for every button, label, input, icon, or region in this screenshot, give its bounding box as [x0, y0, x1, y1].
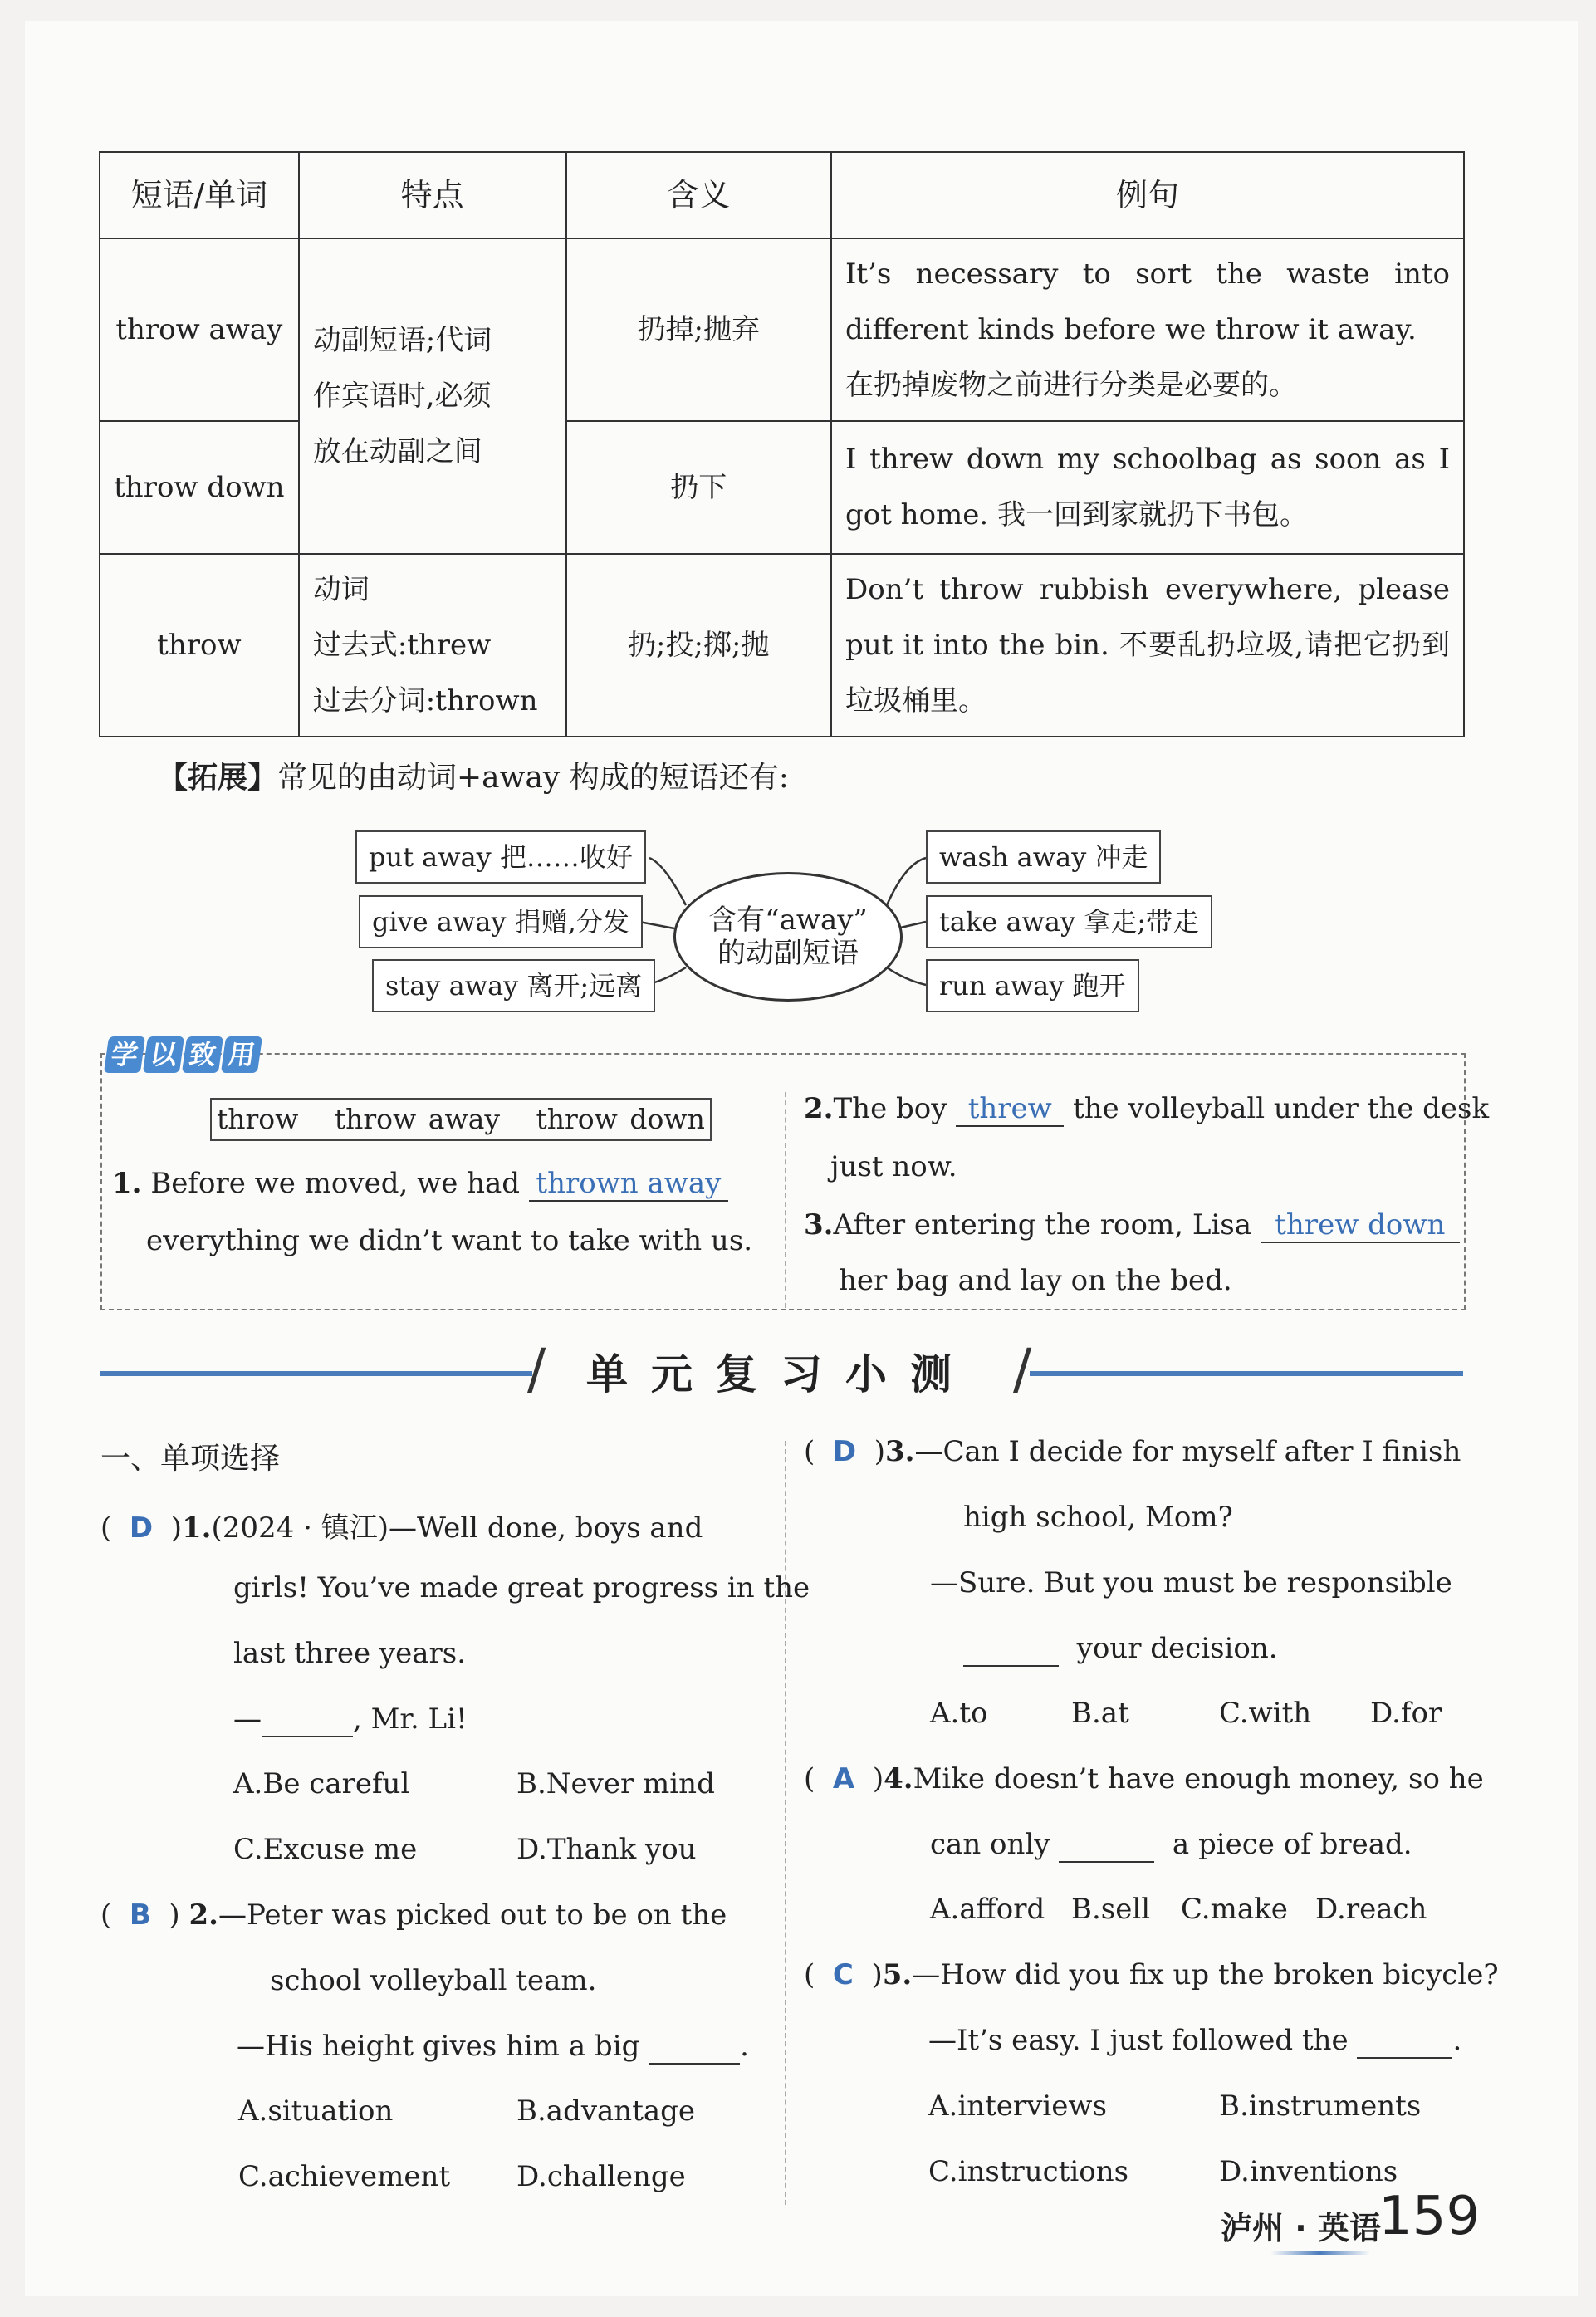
- option: A.interviews: [928, 2089, 1107, 2123]
- word-bank: throw throw away throw down: [210, 1098, 712, 1141]
- question-text: just now.: [830, 1150, 957, 1183]
- mind-map-left-item: give away 捐赠,分发: [359, 895, 643, 948]
- question-text: —Sure. But you must be responsible: [930, 1566, 1452, 1599]
- option: A.situation: [238, 2094, 394, 2128]
- question-text: high school, Mom?: [963, 1501, 1233, 1534]
- connector-line: [887, 967, 926, 985]
- option: B.at: [1071, 1697, 1129, 1730]
- question-text: , Mr. Li!: [353, 1702, 468, 1736]
- mind-map-left-item: stay away 离开;远离: [372, 959, 655, 1012]
- mc-q2-line1: ( B ) 2.—Peter was picked out to be on the: [100, 1898, 727, 1932]
- mind-map-right-item: take away 拿走;带走: [926, 895, 1212, 948]
- section-slash-left: /: [527, 1337, 546, 1401]
- question-number: 1.: [182, 1511, 212, 1545]
- question-number: 3.: [804, 1208, 834, 1242]
- option: B.sell: [1071, 1893, 1151, 1926]
- example-en: It’s necessary to sort the waste into different kinds before we throw it away.: [845, 257, 1450, 346]
- answer-blank: thrown away: [529, 1167, 728, 1202]
- question-text: —His height gives him a big: [237, 2030, 640, 2063]
- question-text: (2024 · 镇江)—Well done, boys and: [211, 1511, 703, 1545]
- blank: [1059, 1828, 1154, 1863]
- question-text: girls! You’ve made great progress in the: [233, 1571, 810, 1604]
- answer-letter: D: [129, 1511, 154, 1545]
- option: C.Excuse me: [233, 1833, 418, 1866]
- option: A.afford: [930, 1893, 1045, 1926]
- badge-char: 以: [143, 1036, 184, 1073]
- table-cell-word: throw away: [100, 238, 299, 421]
- question-text: her bag and lay on the bed.: [839, 1264, 1232, 1297]
- question-text: a piece of bread.: [1172, 1828, 1412, 1861]
- column-divider: [785, 1092, 786, 1308]
- question-text: After entering the room, Lisa: [833, 1208, 1251, 1242]
- page-number: 159: [1378, 2186, 1481, 2247]
- question-text: The boy: [833, 1092, 947, 1125]
- option: C.instructions: [928, 2155, 1129, 2188]
- question-text: —Peter was picked out to be on the: [218, 1898, 727, 1932]
- table-header: 含义: [566, 152, 831, 238]
- blank: [963, 1632, 1059, 1667]
- answer-blank: threw: [956, 1092, 1064, 1127]
- option: C.achievement: [238, 2160, 451, 2193]
- blank: [262, 1702, 353, 1737]
- question-number: 2.: [188, 1898, 218, 1932]
- table-cell-word: throw: [100, 554, 299, 737]
- section-slash-right: /: [1013, 1337, 1032, 1401]
- question-text: —Can I decide for myself after I finish: [914, 1435, 1461, 1468]
- table-cell-example: Don’t throw rubbish everywhere, please put it into the bin. 不要乱扔垃圾,请把它扔到垃圾桶里。: [831, 554, 1464, 737]
- extension-tag: 【拓展】: [158, 761, 278, 795]
- option: B.instruments: [1219, 2089, 1422, 2123]
- mind-map-center-line: 的动副短语: [717, 937, 859, 970]
- option: D.for: [1370, 1697, 1442, 1730]
- mc-q5-line2: —It’s easy. I just followed the .: [928, 2024, 1462, 2057]
- answer-letter: B: [129, 1898, 151, 1932]
- mc-q4-line2: [930, 1828, 1412, 1863]
- part-heading: 一、单项选择: [100, 1442, 281, 1476]
- section-rule-right: [1030, 1371, 1463, 1376]
- badge-char: 学: [104, 1036, 145, 1073]
- question-text: —It’s easy. I just followed the: [928, 2024, 1349, 2057]
- badge-char: 用: [221, 1036, 262, 1073]
- feature-line: 动副短语;代词: [312, 323, 492, 357]
- example-zh: 在扔掉废物之前进行分类是必要的。: [845, 368, 1297, 402]
- mc-q3-tail: [963, 1632, 1278, 1667]
- apply-badge: [106, 1036, 260, 1076]
- question-text: —How did you fix up the broken bicycle?: [912, 1958, 1499, 1991]
- question-text: can only: [930, 1828, 1050, 1861]
- table-cell-meaning: 扔下: [566, 421, 831, 554]
- blank: [649, 2030, 740, 2065]
- answer-letter: C: [832, 1958, 854, 1991]
- blank: [1357, 2024, 1452, 2059]
- question-text: Mike doesn’t have enough money, so he: [913, 1762, 1484, 1795]
- feature-line: 过去分词:thrown: [312, 683, 538, 718]
- table-cell-example: I threw down my schoolbag as soon as I got home. 我一回到家就扔下书包。: [831, 421, 1464, 554]
- option: C.make: [1181, 1893, 1288, 1926]
- apply-q1-line1: [112, 1167, 728, 1202]
- section-title: 单元复习小测: [586, 1350, 975, 1399]
- table-header: 特点: [299, 152, 566, 238]
- option: D.Thank you: [516, 1833, 697, 1866]
- mind-map-right-item: run away 跑开: [926, 959, 1139, 1012]
- option: C.with: [1219, 1697, 1312, 1730]
- footer-rule: [1270, 2251, 1370, 2255]
- connector-line: [887, 858, 926, 905]
- mc-q5-line1: ( C )5.—How did you fix up the broken bicycle?: [804, 1958, 1499, 1991]
- extension-text: 常见的由动词+away 构成的短语还有:: [277, 761, 789, 795]
- option: D.challenge: [516, 2160, 686, 2193]
- feature-line: 作宾语时,必须: [312, 379, 492, 413]
- question-text: Before we moved, we had: [150, 1167, 521, 1200]
- table-cell-meaning: 扔掉;抛弃: [566, 238, 831, 421]
- section-rule-left: [100, 1371, 532, 1376]
- mc-q4-line1: ( A )4.Mike doesn’t have enough money, so he: [804, 1762, 1484, 1795]
- badge-char: 致: [182, 1036, 223, 1073]
- feature-line: 动词: [312, 572, 370, 606]
- mind-map-center: [673, 872, 903, 1002]
- option: A.to: [930, 1697, 988, 1730]
- question-text: school volleyball team.: [270, 1964, 597, 1997]
- question-text: the volleyball under the desk: [1073, 1092, 1490, 1125]
- mc-q1-line1: ( D )1.(2024 · 镇江)—Well done, boys and: [100, 1511, 703, 1545]
- option: A.Be careful: [233, 1767, 410, 1800]
- option: D.inventions: [1219, 2155, 1398, 2188]
- footer-title: 泸州 · 英语: [1221, 2210, 1381, 2246]
- feature-line: 放在动副之间: [312, 434, 482, 468]
- answer-letter: A: [832, 1762, 855, 1795]
- question-text: last three years.: [233, 1637, 467, 1670]
- mc-q1-reply: [233, 1702, 468, 1737]
- option: B.advantage: [516, 2094, 696, 2128]
- apply-q2-line1: [804, 1092, 1489, 1127]
- option: D.reach: [1315, 1893, 1427, 1926]
- question-number: 5.: [882, 1958, 913, 1991]
- apply-q3-line1: [804, 1208, 1460, 1243]
- option: B.Never mind: [516, 1767, 715, 1800]
- answer-letter: D: [832, 1435, 857, 1468]
- table-cell-word: throw down: [100, 421, 299, 554]
- connector-line: [649, 858, 686, 905]
- feature-line: 过去式:threw: [312, 628, 492, 662]
- mind-map-right-item: wash away 冲走: [926, 830, 1161, 884]
- mc-q2-reply: —His height gives him a big .: [237, 2030, 749, 2063]
- mind-map-center-line: 含有“away”: [708, 904, 868, 937]
- connector-line: [639, 922, 674, 928]
- question-text: everything we didn’t want to take with us.: [146, 1224, 753, 1257]
- table-header: 短语/单词: [100, 152, 299, 238]
- table-cell-meaning: 扔;投;掷;抛: [566, 554, 831, 737]
- question-text: —: [233, 1702, 262, 1736]
- mc-q3-line1: ( D )3.—Can I decide for myself after I finish: [804, 1435, 1461, 1468]
- question-number: 3.: [885, 1435, 915, 1468]
- answer-blank: threw down: [1261, 1208, 1460, 1243]
- column-divider: [785, 1441, 786, 2205]
- question-number: 2.: [804, 1092, 834, 1125]
- mind-map-left-item: put away 把……收好: [355, 830, 646, 884]
- question-number: 4.: [884, 1762, 913, 1795]
- question-number: 1.: [112, 1167, 142, 1200]
- question-text: your decision.: [1076, 1632, 1278, 1665]
- table-header: 例句: [831, 152, 1464, 238]
